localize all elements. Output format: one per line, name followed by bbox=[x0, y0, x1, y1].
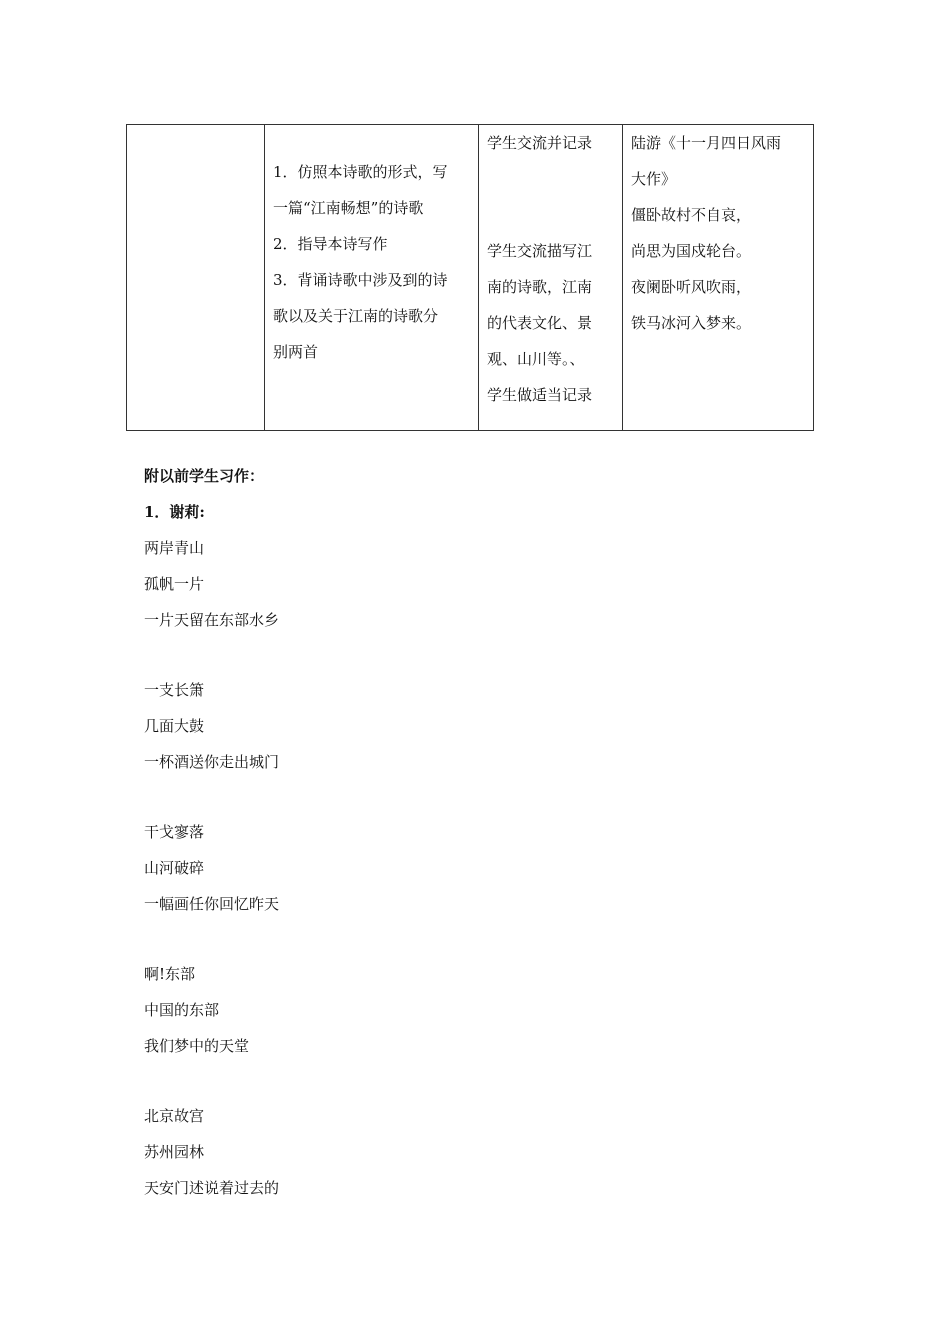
stanza bbox=[144, 814, 844, 922]
student-activity-line: 的代表文化、景 bbox=[487, 314, 593, 332]
activity-line: 别两首 bbox=[273, 343, 319, 361]
stanza bbox=[144, 530, 844, 638]
stanza-line: 中国的东部 bbox=[144, 1001, 220, 1019]
activity-line: 歌以及关于江南的诗歌分 bbox=[273, 307, 439, 325]
stanza-line: 一幅画任你回忆昨天 bbox=[144, 895, 280, 913]
stanza-line: 北京故宫 bbox=[144, 1107, 205, 1125]
stanza bbox=[144, 672, 844, 780]
activities-list bbox=[265, 125, 478, 370]
student-work-section bbox=[144, 458, 844, 1206]
stanza bbox=[144, 1098, 844, 1206]
poem-line: 陆游《十一月四日风雨 bbox=[631, 134, 782, 152]
poem-body bbox=[144, 530, 844, 1206]
stanza-line: 一杯酒送你走出城门 bbox=[144, 753, 280, 771]
table-cell-activities bbox=[265, 125, 479, 431]
section-title: 附以前学生习作： bbox=[144, 467, 265, 485]
student-name: 1．谢莉: bbox=[144, 503, 205, 521]
stanza-line: 啊!东部 bbox=[144, 965, 196, 983]
poem-line: 僵卧故村不自哀， bbox=[631, 206, 752, 224]
stanza-line: 孤帆一片 bbox=[144, 575, 205, 593]
table-cell-poem bbox=[623, 125, 814, 431]
student-activity-top: 学生交流并记录 bbox=[487, 134, 593, 152]
poem-line: 大作》 bbox=[631, 170, 677, 188]
student-activity-line: 学生交流描写江 bbox=[487, 242, 593, 260]
stanza-line: 苏州园林 bbox=[144, 1143, 205, 1161]
student-activity-line: 观、山川等。、 bbox=[487, 350, 585, 368]
poem-reference bbox=[623, 125, 813, 341]
stanza-line: 两岸青山 bbox=[144, 539, 205, 557]
table-cell-student-activity bbox=[479, 125, 623, 431]
stanza-line: 一支长箫 bbox=[144, 681, 205, 699]
stanza-line: 干戈寥落 bbox=[144, 823, 205, 841]
table-cell-empty bbox=[127, 125, 265, 431]
stanza bbox=[144, 956, 844, 1064]
stanza-line: 天安门述说着过去的 bbox=[144, 1179, 280, 1197]
student-activity-bottom bbox=[487, 233, 614, 413]
poem-line: 铁马冰河入梦来。 bbox=[631, 314, 752, 332]
poem-line: 尚思为国戍轮台。 bbox=[631, 242, 752, 260]
poem-line: 夜阑卧听风吹雨， bbox=[631, 278, 752, 296]
stanza-line: 山河破碎 bbox=[144, 859, 205, 877]
student-activity-line: 南的诗歌，江南 bbox=[487, 278, 593, 296]
student-activity-line: 学生做适当记录 bbox=[487, 386, 593, 404]
table-row bbox=[127, 125, 814, 431]
activity-line: 一篇“江南畅想”的诗歌 bbox=[273, 199, 424, 217]
activity-line: 1．仿照本诗歌的形式，写 bbox=[273, 163, 448, 181]
lesson-plan-table bbox=[126, 124, 814, 431]
activity-line: 2．指导本诗写作 bbox=[273, 235, 388, 253]
stanza-line: 一片天留在东部水乡 bbox=[144, 611, 280, 629]
stanza-line: 我们梦中的天堂 bbox=[144, 1037, 250, 1055]
activity-line: 3．背诵诗歌中涉及到的诗 bbox=[273, 271, 448, 289]
stanza-line: 几面大鼓 bbox=[144, 717, 205, 735]
